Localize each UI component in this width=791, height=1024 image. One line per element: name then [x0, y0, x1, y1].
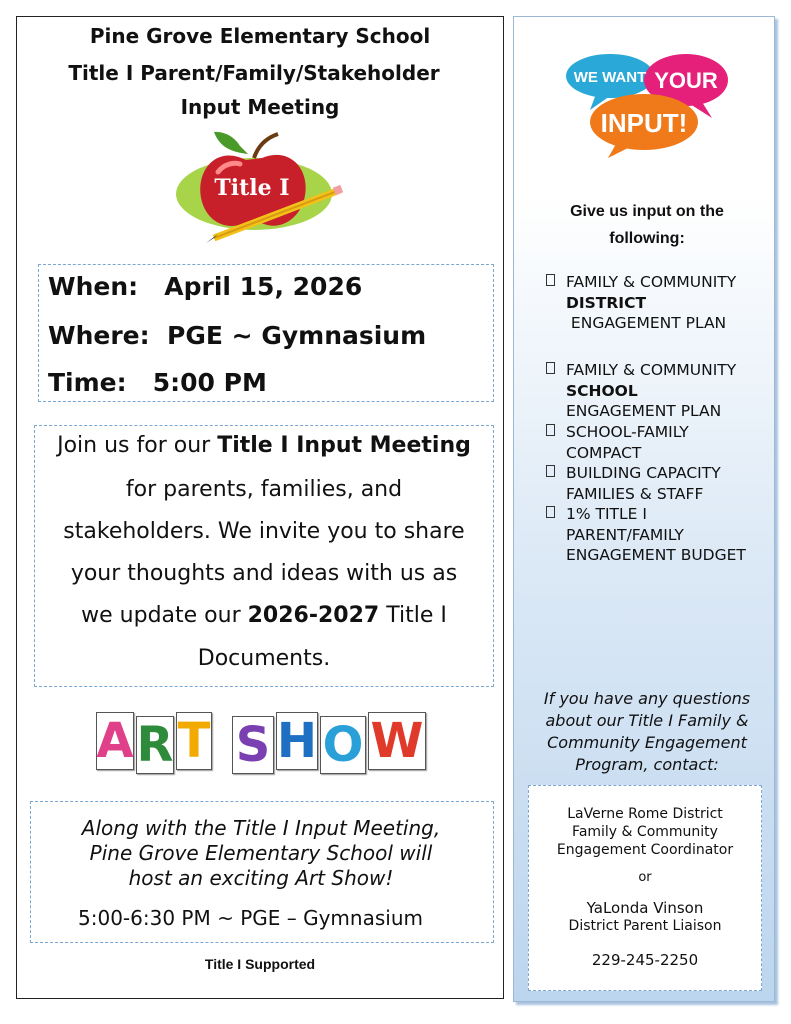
invite-l5-post: Title I — [379, 603, 447, 628]
contact1-line-1: LaVerne Rome District — [567, 806, 723, 822]
page-subtitle-2: Input Meeting — [180, 95, 340, 119]
footer-note: Title I Supported — [204, 956, 316, 972]
art-show-letter: S — [232, 716, 274, 774]
contact1-line-2: Family & Community — [572, 824, 718, 840]
item-text: BUILDING CAPACITY — [566, 464, 721, 482]
invite-l1-text: Join us for our — [57, 433, 218, 458]
time-value: 5:00 PM — [152, 368, 267, 397]
invite-line-1 — [36, 433, 492, 458]
invite-line-2: for parents, families, and — [125, 477, 403, 502]
invite-line-5 — [36, 603, 492, 628]
page-title: Pine Grove Elementary School — [89, 24, 431, 48]
item-text: ENGAGEMENT BUDGET — [566, 546, 746, 564]
badge-we-want: WE WANT — [573, 69, 647, 86]
invite-line-4: your thoughts and ideas with us as — [70, 561, 458, 586]
we-want-your-input-badge — [562, 48, 732, 160]
input-heading-2: following: — [609, 230, 685, 247]
art-show-line-1: Along with the Title I Input Meeting, — [81, 816, 441, 840]
bullet-box-icon — [546, 465, 555, 477]
invite-l1-bold: Title I Input Meeting — [217, 433, 471, 458]
question-line-2: about our Title I Family & — [545, 711, 749, 730]
badge-input: INPUT! — [600, 108, 688, 138]
apple-logo-text: Title I — [214, 175, 290, 201]
question-line-3: Community Engagement — [547, 733, 747, 752]
contact-or: or — [638, 870, 652, 885]
art-show-time: 5:00-6:30 PM ~ PGE – Gymnasium — [78, 906, 423, 930]
bullet-box-icon — [546, 362, 555, 374]
invite-line-3: stakeholders. We invite you to share — [63, 519, 465, 544]
art-show-letter: H — [276, 713, 318, 769]
when-value: April 15, 2026 — [164, 272, 363, 301]
art-show-letter: O — [320, 716, 366, 774]
event-where — [48, 321, 426, 350]
item-text: FAMILY & COMMUNITY — [566, 273, 737, 291]
input-item-compact — [546, 422, 689, 463]
art-show-letter: A — [96, 713, 134, 769]
item-text: PARENT/FAMILY — [566, 525, 684, 544]
invite-year: 2026-2027 — [247, 603, 380, 628]
contact1-line-3: Engagement Coordinator — [556, 842, 734, 858]
bullet-box-icon — [546, 274, 555, 286]
contact2-name: YaLonda Vinson — [586, 899, 704, 917]
art-show-letter: R — [136, 717, 174, 773]
item-text: FAMILY & COMMUNITY — [566, 361, 737, 379]
item-text: ENGAGEMENT PLAN — [566, 314, 727, 332]
input-item-budget — [546, 504, 746, 566]
contact-phone: 229-245-2250 — [591, 951, 699, 969]
contact2-title: District Parent Liaison — [568, 918, 722, 934]
art-show-line-2: Pine Grove Elementary School will — [89, 841, 433, 865]
item-text: 1% TITLE I — [566, 505, 647, 523]
art-show-letter: T — [177, 713, 211, 769]
where-value: PGE ~ Gymnasium — [167, 321, 427, 350]
bullet-box-icon — [546, 506, 555, 518]
time-label: Time: — [48, 368, 127, 397]
question-line-1: If you have any questions — [543, 689, 751, 708]
input-item-district-plan — [546, 272, 736, 334]
art-show-line-3: host an exciting Art Show! — [128, 866, 394, 890]
event-when — [48, 272, 362, 301]
event-time — [48, 368, 267, 397]
item-text: SCHOOL-FAMILY — [566, 423, 689, 441]
invite-line-6: Documents. — [197, 646, 331, 671]
item-bold-text: SCHOOL — [566, 381, 638, 400]
item-text: ENGAGEMENT PLAN — [566, 402, 722, 420]
art-show-logo — [96, 712, 426, 774]
question-line-4: Program, contact: — [575, 755, 719, 774]
page-subtitle: Title I Parent/Family/Stakeholder — [68, 61, 440, 85]
when-label: When: — [48, 272, 139, 301]
input-item-capacity — [546, 463, 721, 504]
bullet-box-icon — [546, 424, 555, 436]
item-text: FAMILIES & STAFF — [566, 484, 704, 503]
input-heading-1: Give us input on the — [570, 203, 724, 220]
title-one-apple-logo — [174, 124, 354, 246]
item-text: COMPACT — [566, 443, 642, 462]
badge-your: YOUR — [654, 68, 718, 93]
art-show-letter: W — [368, 712, 426, 770]
item-bold-text: DISTRICT — [566, 293, 647, 312]
invite-l5-pre: we update our — [81, 603, 248, 628]
input-item-school-plan — [546, 360, 736, 422]
where-label: Where: — [48, 321, 150, 350]
